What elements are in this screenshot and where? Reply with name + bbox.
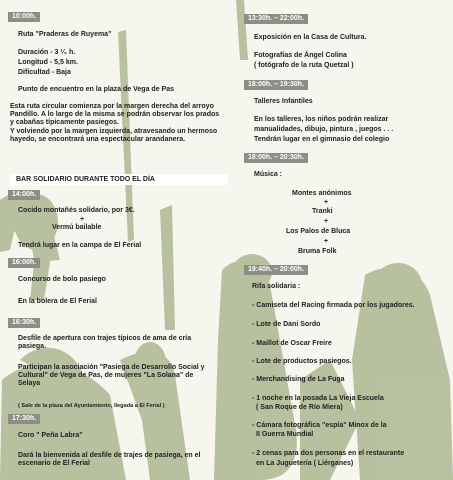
meeting-point: Punto de encuentro en la plaza de Vega de Pas <box>18 86 174 93</box>
route-note: ( Sale de la plaza del Ayuntamiento, llegada a El Ferial ) <box>18 403 165 409</box>
time-label: 14:00h. <box>8 190 40 200</box>
coro: Coro " Peña Labra" <box>18 432 83 439</box>
time-label: 18:00h. – 20:30h. <box>244 153 308 163</box>
rifa-item: - Camiseta del Racing firmada por los jugadores. <box>252 302 415 309</box>
plus-sign: + <box>80 216 85 223</box>
bienvenida: Dará la bienvenida al desfile de trajes de pasiega, en el escenario de El Ferial <box>18 452 201 468</box>
time-label: 17:30h. <box>8 414 40 424</box>
time-label: 16:30h. <box>8 318 40 328</box>
route-length: Longitud - 5,5 km. <box>18 59 78 66</box>
band-2: Tranki <box>312 208 333 215</box>
plus-sign: + <box>324 218 329 225</box>
rifa-item: - Lote de Dani Sordo <box>252 321 321 328</box>
time-label: 16:00h. <box>8 258 40 268</box>
rifa-item: - Cámara fotográfica "espía" Minox de la <box>252 422 387 429</box>
rifa-item: - Lote de productos pasiegos. <box>252 358 352 365</box>
talleres-line-3: Tendrán lugar en el gimnasio del colegio <box>254 136 390 143</box>
musica-title: Música : <box>254 171 283 178</box>
band-1: Montes anónimos <box>292 190 352 197</box>
woman-silhouette-right <box>214 261 297 480</box>
time-label: 13:30h. – 22:00h. <box>244 14 308 24</box>
exposicion: Exposición en la Casa de Cultura. <box>254 34 367 41</box>
time-label: 18:00h. – 19:30h. <box>244 80 308 90</box>
bolo: Concurso de bolo pasiego <box>18 276 106 283</box>
route-description-2: Y volviendo por la margen izquierda, atravesando un hermoso hayedo, se encontrará una espectacular arandanera. <box>10 128 218 144</box>
talleres-line-2: manualidades, dibujo, pintura , juegos . . . <box>254 126 394 133</box>
rifa-item-detail: en La Juguetería ( Liérganes) <box>256 460 354 467</box>
rifa-item: - 1 noche en la posada La Vieja Escuela <box>252 395 384 402</box>
band-3: Los Palos de Bluca <box>286 228 351 235</box>
fotografo-note: ( fotógrafo de la ruta Quetzal ) <box>254 62 354 69</box>
plus-sign: + <box>324 238 329 245</box>
route-duration: Duración - 3 ¹⁄₂ h. <box>18 49 76 56</box>
rifa-item: - Maillot de Oscar Freire <box>252 340 332 347</box>
band-4: Bruma Folk <box>298 248 337 255</box>
participantes: Participan la asociación "Pasiega de Desarrollo Social y Cultural" de Vega de Pas, de mujeres "La Solana" de Selaya <box>18 364 205 388</box>
talleres-title: Talleres Infantiles <box>254 98 313 105</box>
staff-silhouette-right <box>236 0 248 60</box>
desfile: Desfile de apertura con trajes típicos de ama de cría pasiega. <box>18 335 192 351</box>
bolera: En la bolera de El Ferial <box>18 298 97 305</box>
vermu: Vermú bailable <box>52 224 102 231</box>
rifa-item-detail: II Guerra Mundial <box>256 431 314 438</box>
ferial-location: Tendrá lugar en la campa de El Ferial <box>18 242 142 249</box>
fotografias: Fotografías de Ángel Colina <box>254 52 347 59</box>
time-label: 10:00h. <box>8 12 40 22</box>
route-title: Ruta "Praderas de Ruyema" <box>18 31 112 38</box>
talleres-line-1: En los talleres, los niños podrán realizar <box>254 116 389 123</box>
route-description: Esta ruta circular comienza por la margen derecha del arroyo Pandillo. A lo largo de la misma se podrán observar los prados y cabañas típicamente pasiegos. <box>10 103 220 127</box>
rifa-item: - 2 cenas para dos personas en el restaurante <box>252 450 405 457</box>
time-label: 19:40h. – 20:00h. <box>244 265 308 275</box>
route-difficulty: Dificultad - Baja <box>18 69 71 76</box>
rifa-item: - Merchandising de La Fuga <box>252 376 345 383</box>
cocido: Cocido montañés solidario, por 3€. <box>18 207 135 214</box>
rifa-title: Rifa solidaria : <box>252 283 301 290</box>
rifa-item-detail: ( San Roque de Río Miera) <box>256 404 343 411</box>
plus-sign: + <box>324 199 329 206</box>
bar-solidario-banner: BAR SOLIDARIO DURANTE TODO EL DÍA <box>10 174 228 185</box>
